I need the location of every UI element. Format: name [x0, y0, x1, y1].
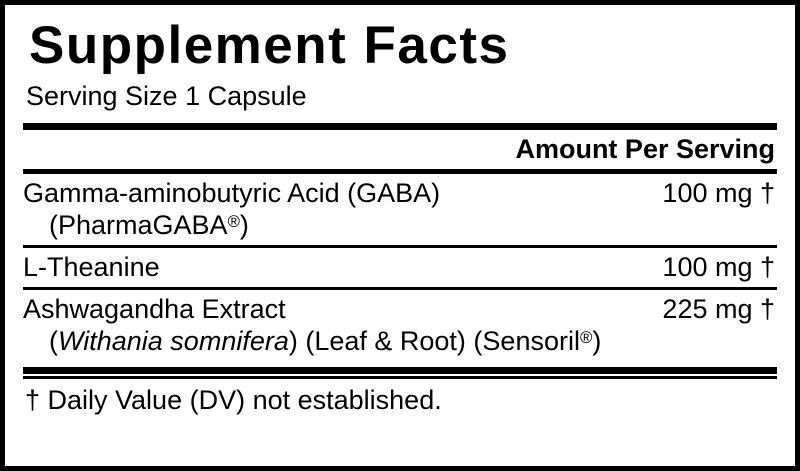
source-prefix: (PharmaGABA [49, 210, 228, 241]
daily-value-footnote: † Daily Value (DV) not established. [25, 384, 442, 415]
nutrient-name: Gamma-aminobutyric Acid (GABA) [23, 178, 441, 209]
registered-trademark-icon: ® [227, 212, 240, 232]
amount-per-serving-label: Amount Per Serving [515, 133, 775, 164]
nutrient-amount: 100 mg † [662, 252, 775, 283]
nutrient-row-theanine [23, 248, 777, 287]
nutrient-amount: 225 mg † [662, 293, 775, 324]
source-close: ) (Leaf & Root) (Sensoril [288, 325, 580, 356]
source-open-paren: ( [49, 325, 58, 356]
botanical-name: Withania somnifera [58, 325, 289, 356]
divider-thick-top [23, 123, 777, 130]
nutrient-source-note [23, 326, 777, 358]
nutrient-name: L-Theanine [23, 252, 160, 283]
nutrient-name: Ashwagandha Extract [23, 293, 286, 324]
serving-size-text: Serving Size 1 Capsule [26, 81, 307, 111]
divider-thick-bottom [23, 367, 777, 374]
nutrient-row-ashwagandha [23, 290, 777, 361]
source-end-paren: ) [592, 325, 602, 356]
nutrient-row-gaba [23, 174, 777, 245]
nutrient-amount: 100 mg † [662, 178, 775, 209]
amount-per-serving-header [23, 130, 777, 170]
registered-trademark-icon: ® [579, 327, 593, 347]
nutrient-source-note [23, 210, 777, 242]
source-suffix: ) [239, 210, 249, 241]
page-title: Supplement Facts [29, 16, 510, 75]
